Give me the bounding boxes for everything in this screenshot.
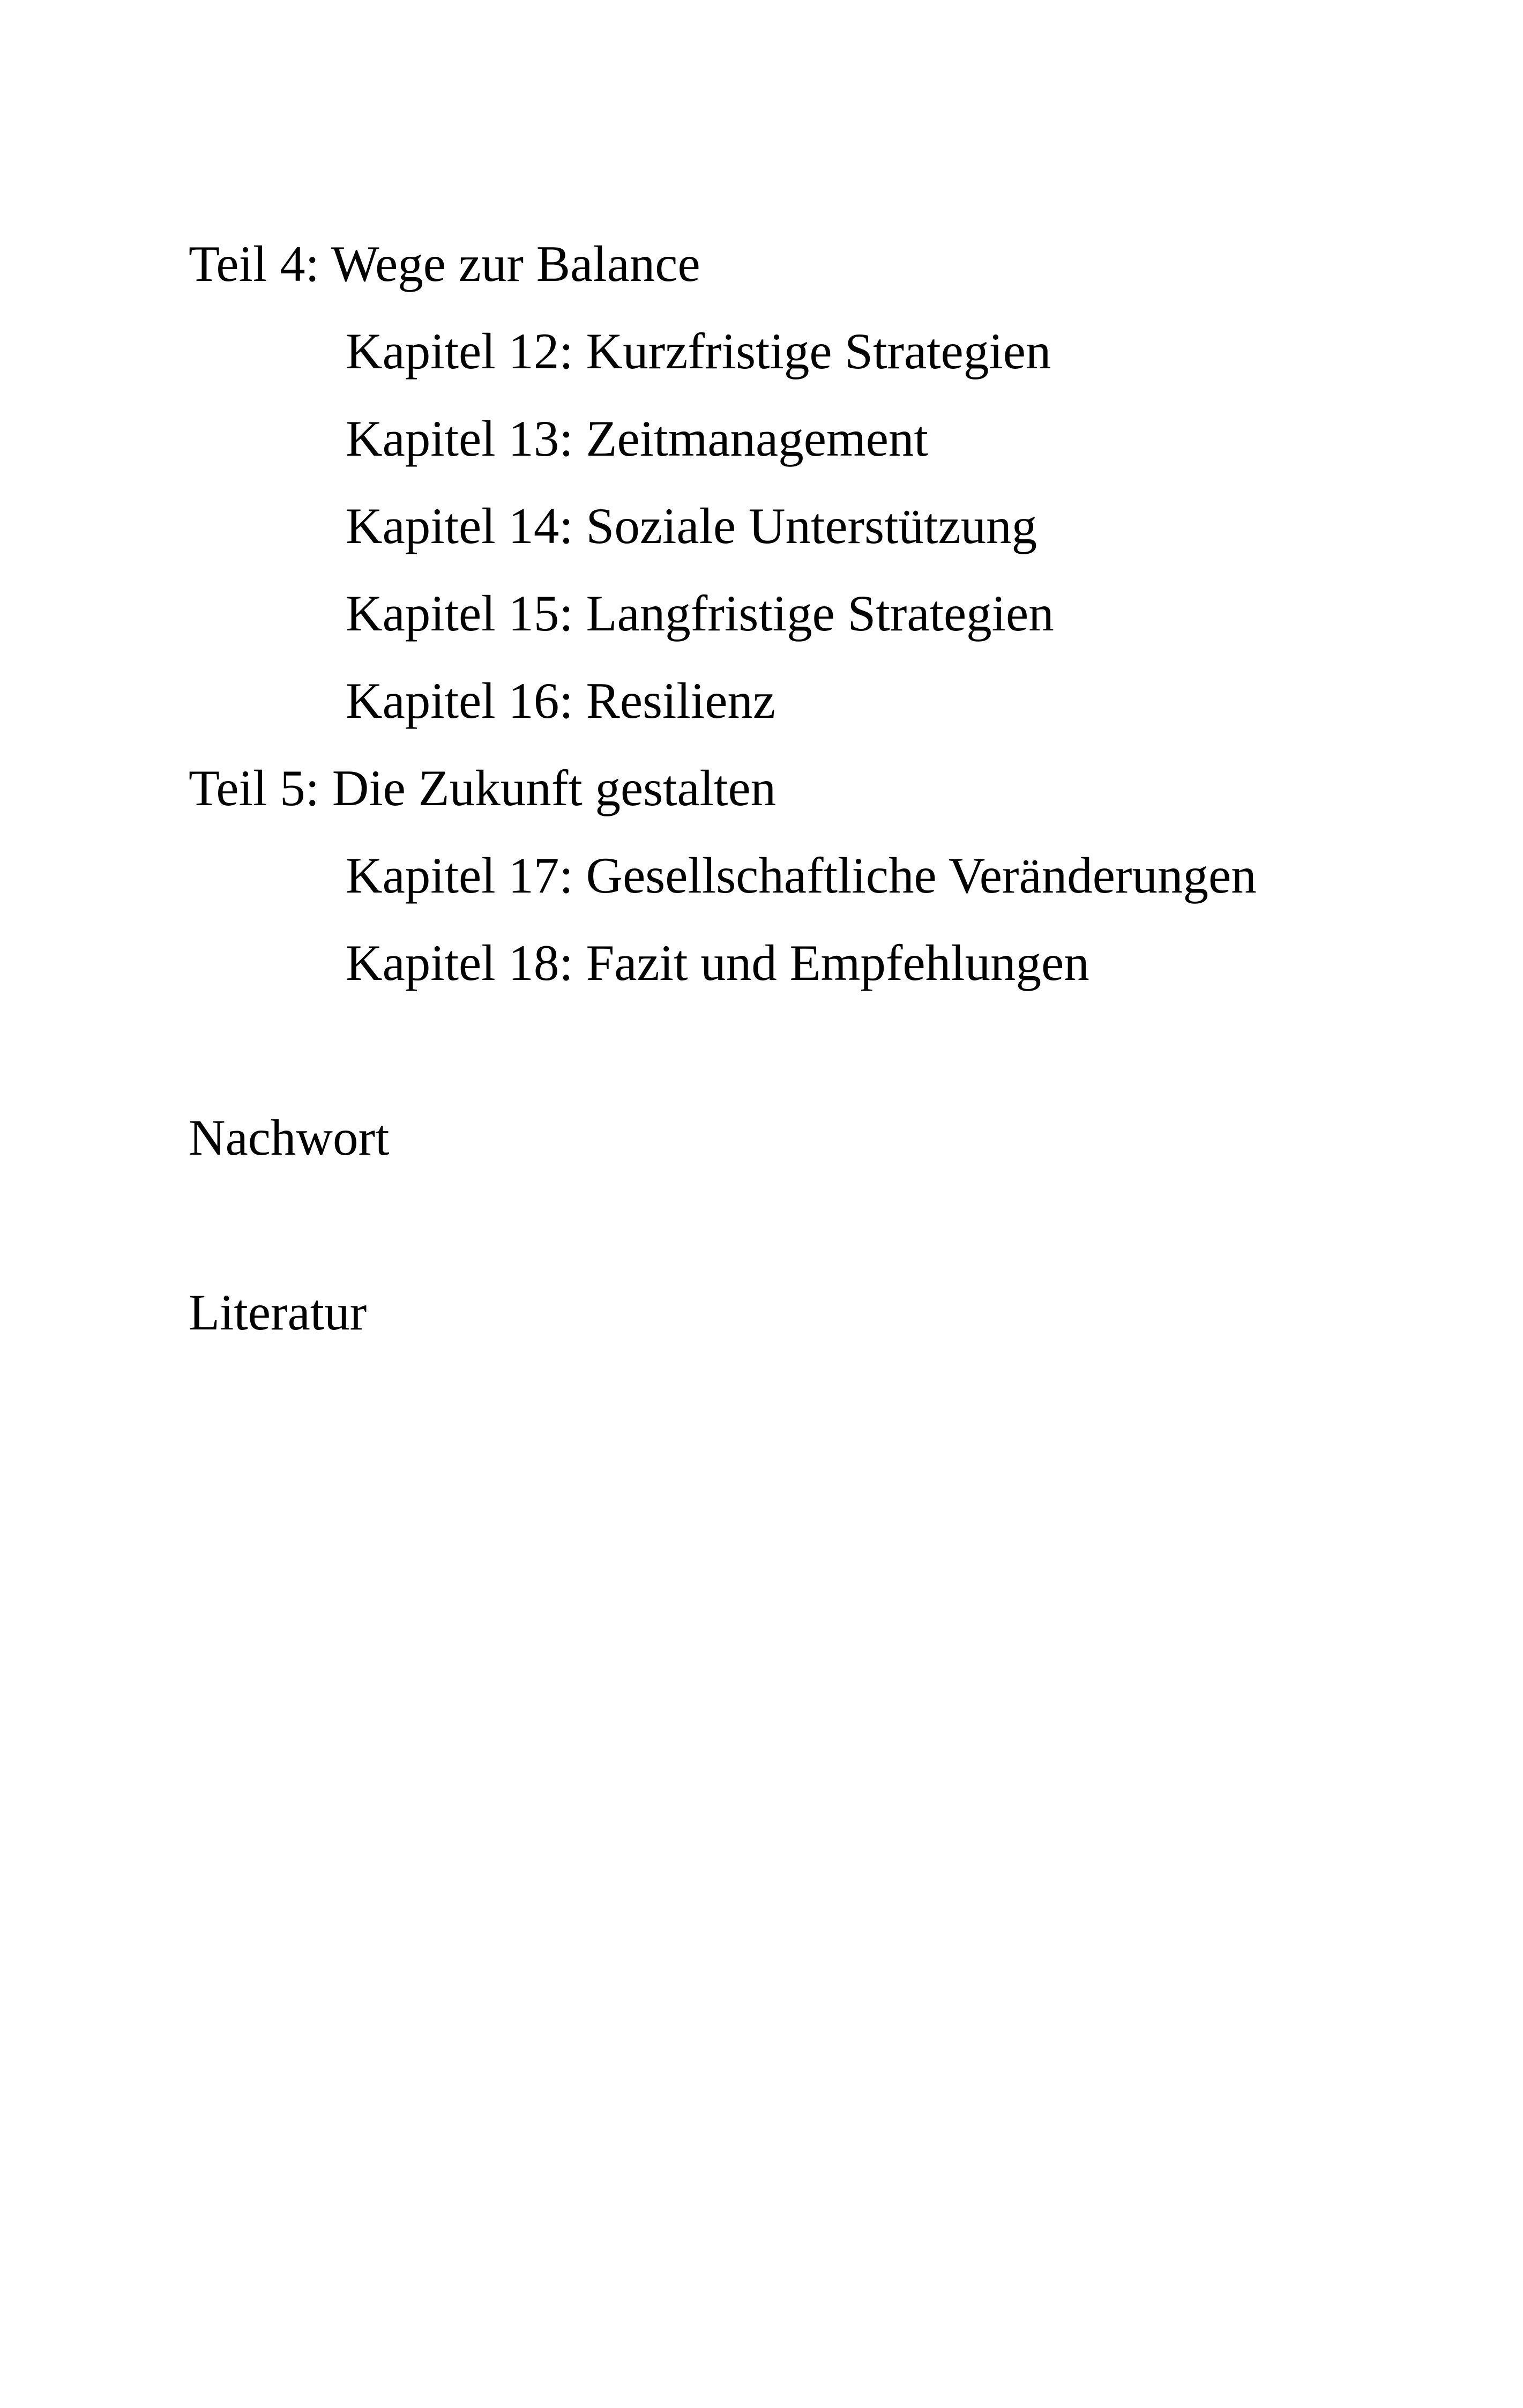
toc-chapter-14: Kapitel 14: Soziale Unterstützung xyxy=(346,497,1037,554)
toc-bibliography: Literatur xyxy=(189,1284,367,1341)
toc-part-5-title: Teil 5: Die Zukunft gestalten xyxy=(189,760,777,816)
toc-chapter-13: Kapitel 13: Zeitmanagement xyxy=(346,410,928,467)
toc-chapter-12: Kapitel 12: Kurzfristige Strategien xyxy=(346,323,1051,380)
toc-chapter-16: Kapitel 16: Resilienz xyxy=(346,672,776,729)
toc-chapter-15: Kapitel 15: Langfristige Strategien xyxy=(346,585,1054,642)
toc-chapter-17: Kapitel 17: Gesellschaftliche Veränderungen xyxy=(346,847,1257,904)
toc-chapter-18: Kapitel 18: Fazit und Empfehlungen xyxy=(346,934,1089,991)
toc-afterword: Nachwort xyxy=(189,1109,390,1166)
toc-part-4-title: Teil 4: Wege zur Balance xyxy=(189,235,700,292)
